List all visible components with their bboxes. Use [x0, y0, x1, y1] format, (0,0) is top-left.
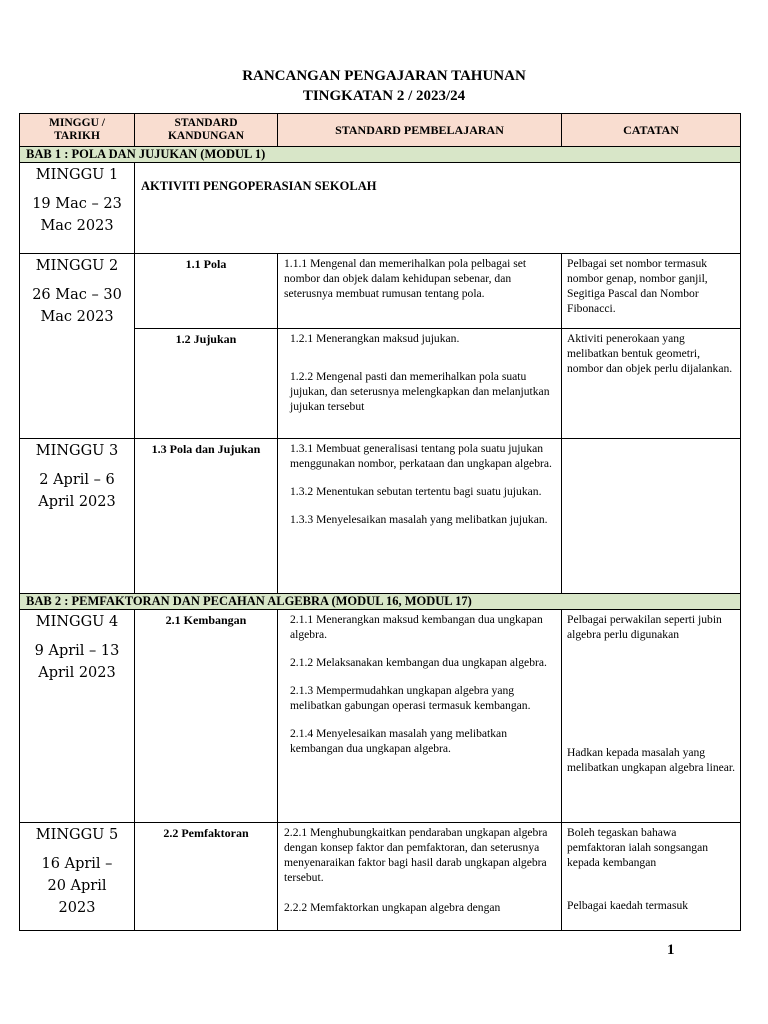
week-date: 9 April – 13 April 2023 [34, 643, 120, 681]
catatan-item: Boleh tegaskan bahawa pemfaktoran ialah songsangan kepada kembangan [567, 826, 709, 869]
catatan-item: Pelbagai kaedah termasuk [567, 899, 689, 912]
standard-kandungan-cell: 1.1 Pola [135, 254, 278, 329]
header-standard-pembelajaran: STANDARD PEMBELAJARAN [278, 114, 562, 147]
sp-item: 2.1.4 Menyelesaikan masalah yang melibatkan kembangan dua ungkapan algebra. [290, 727, 507, 755]
bab-row [20, 147, 741, 163]
sp-item: 2.2.1 Menghubungkaitkan pendaraban ungkapan algebra dengan konsep faktor dan pemfaktoran, dan seterusnya menyenaraikan faktor bagi hasil darab ungkapan algebra tersebut. [284, 826, 548, 884]
week-label: MINGGU 2 [35, 258, 119, 274]
week-date: 16 April – 20 April 2023 [41, 856, 113, 916]
catatan-cell [562, 329, 741, 439]
week-date: 19 Mac – 23 Mac 2023 [32, 196, 122, 234]
sp-item: 1.3.1 Membuat generalisasi tentang pola suatu jujukan menggunakan nombor, perkataan dan ungkapan algebra. [290, 442, 552, 470]
catatan-cell [562, 439, 741, 594]
table-header-row [20, 114, 741, 147]
catatan-item: Hadkan kepada masalah yang melibatkan ungkapan algebra linear. [567, 746, 736, 774]
header-minggu: MINGGU / TARIKH [20, 114, 135, 147]
document-subtitle: TINGKATAN 2 / 2023/24 [302, 88, 466, 104]
week-label: MINGGU 5 [35, 827, 119, 843]
standard-pembelajaran-cell [278, 254, 562, 329]
table-row [20, 823, 741, 931]
sp-item: 2.1.3 Mempermudahkan ungkapan algebra yang melibatkan gabungan operasi termasuk kembangan. [290, 684, 531, 712]
sp-item: 1.1.1 Mengenal dan memerihalkan pola pelbagai set nombor dan objek dalam kehidupan sebenar, dan seterusnya membuat rumusan tentang pola. [284, 257, 527, 300]
catatan-item: Pelbagai set nombor termasuk nombor genap, nombor ganjil, Segitiga Pascal dan Nombor Fibonacci. [567, 257, 708, 315]
week-date: 26 Mac – 30 Mac 2023 [32, 287, 122, 325]
catatan-cell [562, 610, 741, 823]
aktiviti-label: AKTIVITI PENGOPERASIAN SEKOLAH [135, 163, 741, 254]
sp-item: 1.3.2 Menentukan sebutan tertentu bagi suatu jujukan. [290, 485, 542, 498]
standard-kandungan-cell: 1.3 Pola dan Jujukan [135, 439, 278, 594]
lesson-plan-table [19, 113, 741, 931]
standard-pembelajaran-cell [278, 439, 562, 594]
catatan-cell [562, 254, 741, 329]
week-cell [20, 254, 135, 439]
week-label: MINGGU 4 [35, 614, 119, 630]
catatan-cell [562, 823, 741, 931]
week-cell [20, 163, 135, 254]
week-date: 2 April – 6 April 2023 [38, 472, 116, 510]
week-label: MINGGU 1 [35, 167, 119, 183]
standard-pembelajaran-cell [278, 610, 562, 823]
week-cell [20, 823, 135, 931]
header-standard-kandungan: STANDARD KANDUNGAN [135, 114, 278, 147]
sp-item: 1.2.2 Mengenal pasti dan memerihalkan pola suatu jujukan, dan seterusnya melengkapkan dan melanjutkan jujukan tersebut [290, 370, 550, 413]
sp-item: 2.1.1 Menerangkan maksud kembangan dua ungkapan algebra. [290, 613, 543, 641]
header-catatan: CATATAN [562, 114, 741, 147]
standard-kandungan-cell: 2.2 Pemfaktoran [135, 823, 278, 931]
table-row [20, 610, 741, 823]
standard-pembelajaran-cell [278, 823, 562, 931]
bab-1-label: BAB 1 : POLA DAN JUJUKAN (MODUL 1) [20, 147, 741, 163]
document-title: RANCANGAN PENGAJARAN TAHUNAN [242, 68, 526, 84]
bab-row [20, 594, 741, 610]
week-cell [20, 439, 135, 594]
bab-2-label: BAB 2 : PEMFAKTORAN DAN PECAHAN ALGEBRA (MODUL 16, MODUL 17) [20, 594, 741, 610]
week-cell [20, 610, 135, 823]
table-row [20, 254, 741, 329]
table-row [20, 439, 741, 594]
sp-item: 2.1.2 Melaksanakan kembangan dua ungkapan algebra. [290, 656, 547, 669]
standard-kandungan-cell: 1.2 Jujukan [135, 329, 278, 439]
page-number: 1 [667, 942, 675, 958]
sp-item: 1.2.1 Menerangkan maksud jujukan. [290, 332, 460, 345]
catatan-item: Pelbagai perwakilan seperti jubin algebra perlu digunakan [567, 613, 722, 641]
standard-kandungan-cell: 2.1 Kembangan [135, 610, 278, 823]
sp-item: 2.2.2 Memfaktorkan ungkapan algebra dengan [284, 901, 501, 914]
week-label: MINGGU 3 [35, 443, 119, 459]
sp-item: 1.3.3 Menyelesaikan masalah yang melibatkan jujukan. [290, 513, 548, 526]
catatan-item: Aktiviti penerokaan yang melibatkan bentuk geometri, nombor dan objek perlu dijalankan. [567, 332, 733, 375]
table-row [20, 163, 741, 254]
standard-pembelajaran-cell [278, 329, 562, 439]
